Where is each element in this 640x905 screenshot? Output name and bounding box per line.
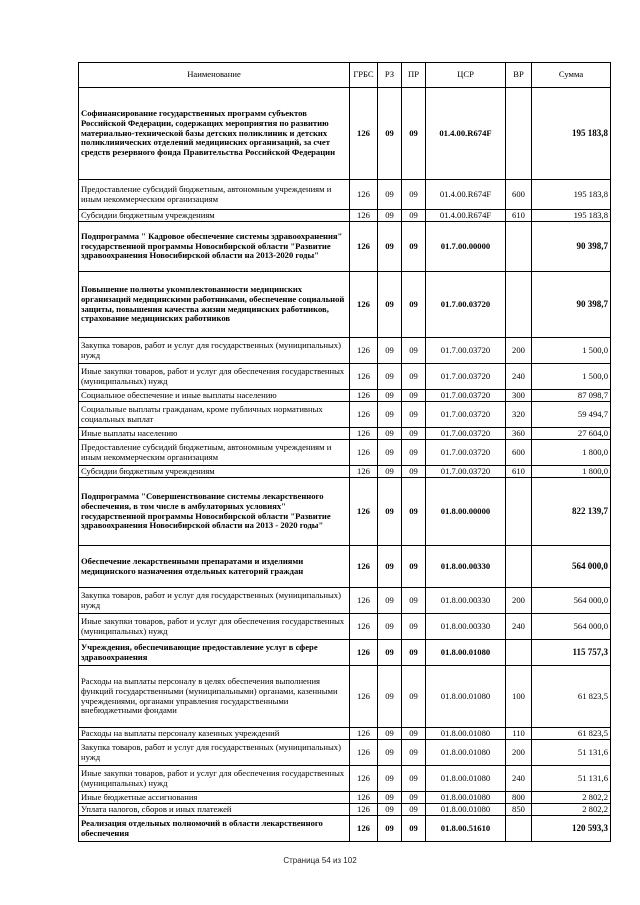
cell-grbs: 126: [350, 640, 378, 666]
cell-vr: 320: [506, 402, 532, 428]
cell-pr: 09: [402, 428, 426, 440]
cell-sum: 564 000,0: [532, 588, 611, 614]
cell-grbs: 126: [350, 816, 378, 842]
cell-csr: 01.8.00.01080: [426, 766, 506, 792]
header-pr: ПР: [402, 63, 426, 88]
cell-sum: 2 802,2: [532, 804, 611, 816]
cell-csr: 01.7.00.00000: [426, 222, 506, 272]
cell-rz: 09: [378, 816, 402, 842]
header-vr: ВР: [506, 63, 532, 88]
cell-grbs: 126: [350, 792, 378, 804]
cell-vr: 240: [506, 364, 532, 390]
cell-name: Предоставление субсидий бюджетным, автономным учреждениям и иным некоммерческим организациям: [79, 440, 350, 466]
cell-grbs: 126: [350, 272, 378, 338]
cell-name: Субсидии бюджетным учреждениям: [79, 466, 350, 478]
table-row: [79, 666, 611, 728]
cell-pr: 09: [402, 766, 426, 792]
cell-vr: 200: [506, 338, 532, 364]
cell-name: Учреждения, обеспечивающие предоставление услуг в сфере здравоохранения: [79, 640, 350, 666]
cell-pr: 09: [402, 740, 426, 766]
cell-rz: 09: [378, 666, 402, 728]
cell-csr: 01.4.00.R674F: [426, 210, 506, 222]
table-row: [79, 364, 611, 390]
cell-grbs: 126: [350, 546, 378, 588]
cell-name: Обеспечение лекарственными препаратами и изделиями медицинского назначения отдельных категорий граждан: [79, 546, 350, 588]
table-row: [79, 804, 611, 816]
header-name: Наименование: [79, 63, 350, 88]
cell-vr: 600: [506, 180, 532, 210]
cell-grbs: 126: [350, 364, 378, 390]
cell-csr: 01.8.00.01080: [426, 640, 506, 666]
cell-grbs: 126: [350, 338, 378, 364]
cell-rz: 09: [378, 740, 402, 766]
cell-csr: 01.8.00.01080: [426, 792, 506, 804]
cell-grbs: 126: [350, 428, 378, 440]
table-row: [79, 816, 611, 842]
cell-csr: 01.7.00.03720: [426, 402, 506, 428]
cell-vr: 610: [506, 466, 532, 478]
cell-csr: 01.7.00.03720: [426, 390, 506, 402]
cell-vr: 850: [506, 804, 532, 816]
cell-vr: 300: [506, 390, 532, 402]
cell-sum: 195 183,8: [532, 180, 611, 210]
cell-name: Закупка товаров, работ и услуг для государственных (муниципальных) нужд: [79, 740, 350, 766]
cell-sum: 120 593,3: [532, 816, 611, 842]
cell-sum: 564 000,0: [532, 614, 611, 640]
cell-rz: 09: [378, 640, 402, 666]
header-csr: ЦСР: [426, 63, 506, 88]
header-grbs: ГРБС: [350, 63, 378, 88]
cell-vr: 110: [506, 728, 532, 740]
budget-table: [78, 62, 611, 842]
cell-vr: [506, 272, 532, 338]
cell-name: Иные закупки товаров, работ и услуг для обеспечения государственных (муниципальных) нужд: [79, 614, 350, 640]
cell-csr: 01.7.00.03720: [426, 272, 506, 338]
cell-sum: 195 183,8: [532, 88, 611, 180]
cell-vr: 240: [506, 614, 532, 640]
cell-rz: 09: [378, 390, 402, 402]
cell-pr: 09: [402, 338, 426, 364]
cell-name: Социальные выплаты гражданам, кроме публичных нормативных социальных выплат: [79, 402, 350, 428]
cell-sum: 195 183,8: [532, 210, 611, 222]
cell-csr: 01.4.00.R674F: [426, 88, 506, 180]
cell-name: Закупка товаров, работ и услуг для государственных (муниципальных) нужд: [79, 588, 350, 614]
cell-vr: 610: [506, 210, 532, 222]
table-row: [79, 440, 611, 466]
cell-name: Предоставление субсидий бюджетным, автономным учреждениям и иным некоммерческим организациям: [79, 180, 350, 210]
cell-pr: 09: [402, 728, 426, 740]
cell-vr: [506, 478, 532, 546]
cell-csr: 01.8.00.00330: [426, 588, 506, 614]
cell-vr: 100: [506, 666, 532, 728]
cell-grbs: 126: [350, 766, 378, 792]
table-row: [79, 390, 611, 402]
cell-name: Подпрограмма " Кадровое обеспечение системы здравоохранения" государственной программы Новосибирской области "Развитие здравоохранения Новосибирской области на 2013-2020 годы": [79, 222, 350, 272]
cell-sum: 87 098,7: [532, 390, 611, 402]
cell-sum: 822 139,7: [532, 478, 611, 546]
table-row: [79, 338, 611, 364]
cell-sum: 27 604,0: [532, 428, 611, 440]
cell-pr: 09: [402, 546, 426, 588]
cell-sum: 1 800,0: [532, 466, 611, 478]
cell-pr: 09: [402, 402, 426, 428]
cell-rz: 09: [378, 364, 402, 390]
table-row: [79, 272, 611, 338]
cell-rz: 09: [378, 804, 402, 816]
cell-csr: 01.7.00.03720: [426, 364, 506, 390]
table-row: [79, 88, 611, 180]
cell-grbs: 126: [350, 440, 378, 466]
cell-grbs: 126: [350, 728, 378, 740]
cell-sum: 564 000,0: [532, 546, 611, 588]
table-row: [79, 210, 611, 222]
cell-grbs: 126: [350, 88, 378, 180]
cell-vr: [506, 88, 532, 180]
cell-rz: 09: [378, 766, 402, 792]
cell-pr: 09: [402, 478, 426, 546]
table-body: [79, 88, 611, 842]
cell-pr: 09: [402, 640, 426, 666]
cell-name: Субсидии бюджетным учреждениям: [79, 210, 350, 222]
table-row: [79, 728, 611, 740]
cell-pr: 09: [402, 390, 426, 402]
cell-vr: [506, 640, 532, 666]
cell-csr: 01.8.00.51610: [426, 816, 506, 842]
cell-name: Софинансирование государственных программ субъектов Российской Федерации, содержащих мероприятия по развитию материально-технической базы детских поликлиник и детских поликлинических отделений медицинских организаций, за счет средств резервного фонда Правительства Российской Федерации: [79, 88, 350, 180]
cell-csr: 01.7.00.03720: [426, 338, 506, 364]
table-row: [79, 466, 611, 478]
cell-grbs: 126: [350, 614, 378, 640]
table-row: [79, 402, 611, 428]
table-header-row: [79, 63, 611, 88]
cell-grbs: 126: [350, 222, 378, 272]
table-row: [79, 640, 611, 666]
cell-grbs: 126: [350, 588, 378, 614]
cell-csr: 01.8.00.01080: [426, 728, 506, 740]
cell-name: Иные бюджетные ассигнования: [79, 792, 350, 804]
cell-sum: 51 131,6: [532, 740, 611, 766]
table-row: [79, 792, 611, 804]
cell-csr: 01.7.00.03720: [426, 466, 506, 478]
cell-name: Расходы на выплаты персоналу казенных учреждений: [79, 728, 350, 740]
cell-rz: 09: [378, 338, 402, 364]
table-row: [79, 614, 611, 640]
cell-name: Повышение полноты укомплектованности медицинских организаций медицинскими работниками, обеспечение социальной защиты, повышения качества жизни медицинских работников, страхование медицинских работников: [79, 272, 350, 338]
cell-rz: 09: [378, 272, 402, 338]
cell-name: Иные закупки товаров, работ и услуг для обеспечения государственных (муниципальных) нужд: [79, 364, 350, 390]
cell-pr: 09: [402, 364, 426, 390]
cell-rz: 09: [378, 210, 402, 222]
cell-rz: 09: [378, 402, 402, 428]
cell-csr: 01.8.00.00330: [426, 614, 506, 640]
cell-name: Расходы на выплаты персоналу в целях обеспечения выполнения функций государственными (муниципальными) органами, казенными учреждениями, органами управления государственными внебюджетными фондами: [79, 666, 350, 728]
table-row: [79, 766, 611, 792]
cell-grbs: 126: [350, 478, 378, 546]
cell-grbs: 126: [350, 402, 378, 428]
cell-pr: 09: [402, 440, 426, 466]
cell-vr: 240: [506, 766, 532, 792]
cell-rz: 09: [378, 88, 402, 180]
cell-pr: 09: [402, 666, 426, 728]
table-row: [79, 478, 611, 546]
cell-rz: 09: [378, 428, 402, 440]
table-row: [79, 180, 611, 210]
cell-sum: 59 494,7: [532, 402, 611, 428]
cell-grbs: 126: [350, 466, 378, 478]
cell-grbs: 126: [350, 180, 378, 210]
cell-name: Уплата налогов, сборов и иных платежей: [79, 804, 350, 816]
cell-vr: 360: [506, 428, 532, 440]
cell-csr: 01.8.00.01080: [426, 804, 506, 816]
cell-rz: 09: [378, 588, 402, 614]
cell-pr: 09: [402, 210, 426, 222]
cell-csr: 01.8.00.01080: [426, 740, 506, 766]
cell-pr: 09: [402, 804, 426, 816]
cell-csr: 01.8.00.00000: [426, 478, 506, 546]
table-row: [79, 428, 611, 440]
cell-pr: 09: [402, 180, 426, 210]
table-row: [79, 740, 611, 766]
cell-vr: [506, 546, 532, 588]
cell-pr: 09: [402, 272, 426, 338]
cell-rz: 09: [378, 466, 402, 478]
cell-csr: 01.8.00.01080: [426, 666, 506, 728]
cell-sum: 90 398,7: [532, 272, 611, 338]
header-sum: Сумма: [532, 63, 611, 88]
cell-rz: 09: [378, 180, 402, 210]
cell-vr: 200: [506, 740, 532, 766]
cell-pr: 09: [402, 222, 426, 272]
cell-rz: 09: [378, 222, 402, 272]
cell-csr: 01.8.00.00330: [426, 546, 506, 588]
cell-grbs: 126: [350, 390, 378, 402]
cell-grbs: 126: [350, 210, 378, 222]
cell-grbs: 126: [350, 666, 378, 728]
cell-name: Закупка товаров, работ и услуг для государственных (муниципальных) нужд: [79, 338, 350, 364]
cell-pr: 09: [402, 466, 426, 478]
cell-pr: 09: [402, 614, 426, 640]
cell-name: Иные закупки товаров, работ и услуг для обеспечения государственных (муниципальных) нужд: [79, 766, 350, 792]
cell-pr: 09: [402, 816, 426, 842]
cell-rz: 09: [378, 478, 402, 546]
cell-csr: 01.4.00.R674F: [426, 180, 506, 210]
cell-rz: 09: [378, 546, 402, 588]
cell-sum: 2 802,2: [532, 792, 611, 804]
cell-vr: 200: [506, 588, 532, 614]
cell-sum: 61 823,5: [532, 728, 611, 740]
cell-name: Иные выплаты населению: [79, 428, 350, 440]
cell-rz: 09: [378, 440, 402, 466]
table-row: [79, 588, 611, 614]
cell-name: Реализация отдельных полномочий в области лекарственного обеспечения: [79, 816, 350, 842]
cell-sum: 51 131,6: [532, 766, 611, 792]
cell-pr: 09: [402, 88, 426, 180]
cell-vr: [506, 222, 532, 272]
cell-pr: 09: [402, 792, 426, 804]
cell-sum: 1 800,0: [532, 440, 611, 466]
cell-grbs: 126: [350, 740, 378, 766]
cell-vr: [506, 816, 532, 842]
cell-name: Социальное обеспечение и иные выплаты населению: [79, 390, 350, 402]
cell-sum: 1 500,0: [532, 364, 611, 390]
cell-sum: 1 500,0: [532, 338, 611, 364]
cell-rz: 09: [378, 728, 402, 740]
cell-rz: 09: [378, 792, 402, 804]
table-row: [79, 546, 611, 588]
cell-sum: 90 398,7: [532, 222, 611, 272]
header-rz: РЗ: [378, 63, 402, 88]
cell-name: Подпрограмма "Совершенствование системы лекарственного обеспечения, в том числе в амбулаторных условиях" государственной программы Новосибирской области "Развитие здравоохранения Новосибирской области на 2013 - 2020 годы": [79, 478, 350, 546]
page-number: Страница 54 из 102: [283, 856, 357, 865]
cell-sum: 61 823,5: [532, 666, 611, 728]
table-row: [79, 222, 611, 272]
cell-rz: 09: [378, 614, 402, 640]
cell-sum: 115 757,3: [532, 640, 611, 666]
cell-vr: 600: [506, 440, 532, 466]
cell-csr: 01.7.00.03720: [426, 440, 506, 466]
cell-pr: 09: [402, 588, 426, 614]
cell-csr: 01.7.00.03720: [426, 428, 506, 440]
cell-grbs: 126: [350, 804, 378, 816]
cell-vr: 800: [506, 792, 532, 804]
